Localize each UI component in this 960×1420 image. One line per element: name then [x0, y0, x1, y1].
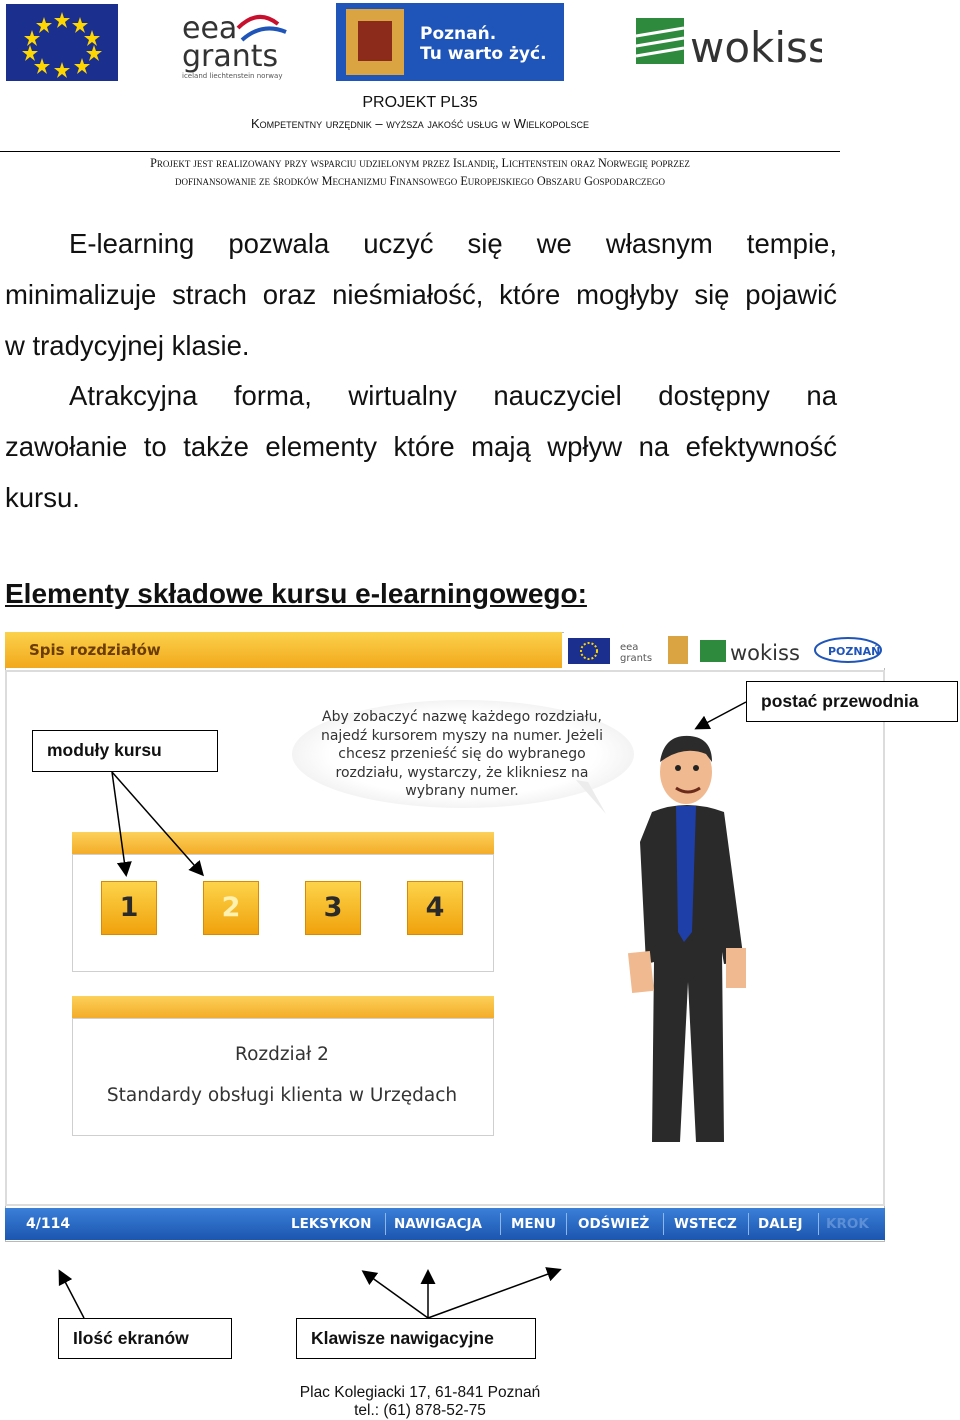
- nav-button-leksykon[interactable]: LEKSYKON: [291, 1216, 372, 1232]
- guide-character: [626, 732, 756, 1142]
- nav-button-dalej[interactable]: DALEJ: [758, 1216, 803, 1232]
- chapter-title: Standardy obsługi klienta w Urzędach: [106, 1085, 458, 1106]
- poznan-logo: [336, 3, 564, 81]
- eu-stars-icon: [6, 4, 118, 81]
- eea-subtext: iceland liechtenstein norway: [182, 72, 283, 80]
- nav-separator: [818, 1213, 819, 1235]
- modules-panel-body: [72, 854, 494, 972]
- eea-grants-logo: [178, 4, 298, 81]
- footer-address: Plac Kolegiacki 17, 61-841 Poznań: [299, 1384, 541, 1401]
- svg-text:Tu warto żyć.: Tu warto żyć.: [420, 44, 547, 64]
- label-nav-keys: Klawisze nawigacyjne: [296, 1318, 536, 1359]
- header-divider: [0, 151, 840, 152]
- paragraph-line: minimalizuje strach oraz nieśmiałość, które mogłyby się pojawić: [5, 279, 837, 310]
- svg-text:wokiss: wokiss: [730, 641, 800, 665]
- wokiss-logo: [626, 6, 822, 76]
- eu-flag-logo: [6, 4, 118, 81]
- nav-button-nawigacja[interactable]: NAWIGACJA: [394, 1216, 482, 1232]
- paragraph-line: E-learning pozwala uczyć się we własnym tempie,: [69, 228, 837, 259]
- paragraph-line: kursu.: [5, 482, 80, 513]
- modules-panel: [72, 832, 494, 972]
- funding-line-1: Projekt jest realizowany przy wsparciu udzielonym przez Islandię, Lichtenstein oraz Norwegię poprzez: [150, 156, 690, 170]
- project-code: PROJEKT PL35: [362, 94, 478, 111]
- svg-text:wokiss: wokiss: [690, 23, 822, 72]
- arrow-to-nav-right: [428, 1270, 559, 1318]
- label-modules: moduły kursu: [32, 730, 218, 772]
- nav-separator: [385, 1213, 386, 1235]
- label-guide: postać przewodnia: [746, 681, 958, 722]
- grants-text: grants: [182, 39, 279, 74]
- chapter-panel-header: [72, 996, 494, 1018]
- nav-separator: [748, 1213, 749, 1235]
- arrow-to-nav-left: [364, 1272, 428, 1318]
- label-screen-count: Ilość ekranów: [58, 1318, 232, 1359]
- paragraph-line: Atrakcyjna forma, wirtualny nauczyciel dostępny na: [69, 380, 837, 411]
- funding-statement: [0, 154, 840, 190]
- speech-bubble-text: Aby zobaczyć nazwę każdego rozdziału, najedź kursorem myszy na numer. Jeżeli chcesz przenieść się do wybranego rozdziału, wystarczy, że klikniesz na wybrany numer.: [320, 709, 603, 799]
- svg-text:Poznań.: Poznań.: [420, 24, 497, 44]
- arrow-to-counter: [60, 1272, 84, 1318]
- screen-counter: 4/114: [26, 1216, 71, 1232]
- modules-panel-header: [72, 832, 494, 854]
- eea-text: eea: [182, 11, 238, 46]
- chapter-panel-body: [72, 1018, 494, 1136]
- project-subtitle: Kompetentny urzędnik – wyższa jakość usług w Wielkopolsce: [251, 116, 589, 131]
- paragraph-1: [5, 218, 837, 371]
- nav-button-wstecz[interactable]: WSTECZ: [674, 1216, 737, 1232]
- module-button-1[interactable]: 1: [101, 881, 157, 935]
- nav-button-krok[interactable]: KROK: [826, 1216, 869, 1232]
- svg-text:POZNAŃ: POZNAŃ: [828, 645, 881, 658]
- nav-separator: [566, 1213, 567, 1235]
- chapters-title: Spis rozdziałów: [29, 641, 161, 659]
- nav-separator: [663, 1213, 664, 1235]
- module-button-3[interactable]: 3: [305, 881, 361, 935]
- module-button-4[interactable]: 4: [407, 881, 463, 935]
- chapter-number: Rozdział 2: [235, 1044, 329, 1065]
- paragraph-2: [5, 370, 837, 523]
- module-button-2[interactable]: 2: [203, 881, 259, 935]
- svg-text:grants: grants: [620, 653, 653, 664]
- svg-text:eea: eea: [620, 642, 639, 653]
- paragraph-line: w tradycyjnej klasie.: [5, 330, 250, 361]
- paragraph-line: zawołanie to także elementy które mają wpływ na efektywność: [5, 431, 837, 462]
- eu-flag-icon: [568, 638, 610, 664]
- nav-button-menu[interactable]: MENU: [511, 1216, 556, 1232]
- footer-phone: tel.: (61) 878-52-75: [354, 1402, 486, 1419]
- chapter-info-panel: [72, 996, 494, 1136]
- nav-separator: [500, 1213, 501, 1235]
- nav-button-odswiez[interactable]: ODŚWIEŻ: [578, 1216, 650, 1232]
- section-heading: Elementy składowe kursu e-learningowego:: [5, 578, 587, 609]
- coat-of-arms-icon: [668, 636, 688, 664]
- funding-line-2: dofinansowanie ze środków Mechanizmu Finansowego Europejskiego Obszaru Gospodarczego: [175, 174, 665, 188]
- top-logos-strip: [564, 632, 885, 668]
